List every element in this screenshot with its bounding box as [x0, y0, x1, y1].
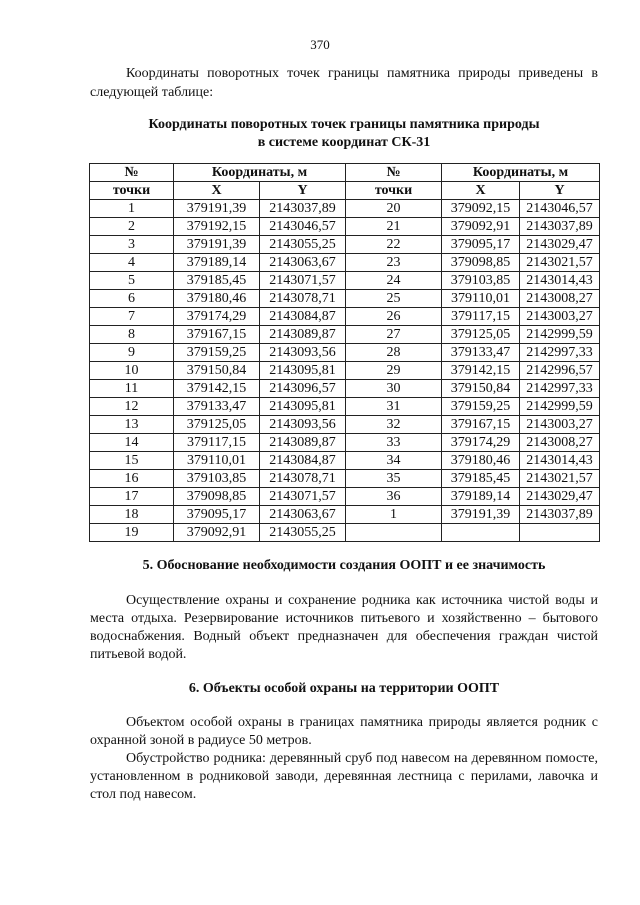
cell-x-right: 379095,17 [442, 236, 520, 254]
table-row [90, 452, 600, 470]
cell-y-left: 2143095,81 [260, 398, 346, 416]
cell-x-right: 379159,25 [442, 398, 520, 416]
cell-y-left: 2143078,71 [260, 470, 346, 488]
cell-point-right: 21 [346, 218, 442, 236]
cell-y-left: 2143089,87 [260, 434, 346, 452]
page-number: 370 [310, 37, 330, 52]
header-coords-left: Координаты, м [174, 164, 346, 182]
cell-point-right: 20 [346, 200, 442, 218]
cell-point-left: 7 [90, 308, 174, 326]
section5-paragraph: Осуществление охраны и сохранение родника как источника чистой воды и места отдыха. Резервирование источников питьевого и хозяйственно – бытового водоснабжения. Водный объект предназначен для обеспечения граждан чистой питьевой водой. [90, 593, 598, 662]
cell-point-left: 17 [90, 488, 174, 506]
cell-x-right: 379150,84 [442, 380, 520, 398]
table-header-row-2 [90, 182, 600, 200]
cell-x-left: 379192,15 [174, 218, 260, 236]
cell-point-right: 33 [346, 434, 442, 452]
table-row [90, 470, 600, 488]
cell-y-left: 2143055,25 [260, 236, 346, 254]
header-coords-right: Координаты, м [442, 164, 600, 182]
cell-point-right: 23 [346, 254, 442, 272]
cell-point-right: 24 [346, 272, 442, 290]
cell-point-right [346, 524, 442, 542]
cell-x-left: 379095,17 [174, 506, 260, 524]
cell-y-left: 2143037,89 [260, 200, 346, 218]
table-row [90, 506, 600, 524]
cell-y-left: 2143071,57 [260, 272, 346, 290]
cell-point-left: 9 [90, 344, 174, 362]
cell-point-left: 12 [90, 398, 174, 416]
cell-point-left: 14 [90, 434, 174, 452]
cell-x-left: 379110,01 [174, 452, 260, 470]
cell-x-right: 379142,15 [442, 362, 520, 380]
cell-y-left: 2143055,25 [260, 524, 346, 542]
table-row [90, 416, 600, 434]
cell-point-right: 32 [346, 416, 442, 434]
cell-x-left: 379180,46 [174, 290, 260, 308]
cell-point-left: 13 [90, 416, 174, 434]
table-row [90, 236, 600, 254]
cell-point-left: 16 [90, 470, 174, 488]
cell-point-left: 18 [90, 506, 174, 524]
header-point-left: точки [90, 182, 174, 200]
header-no-left: № [90, 164, 174, 182]
intro-paragraph: Координаты поворотных точек границы памятника природы приведены в следующей таблице: [90, 66, 598, 100]
cell-point-left: 4 [90, 254, 174, 272]
cell-y-right: 2142996,57 [520, 362, 600, 380]
table-row [90, 308, 600, 326]
cell-y-right: 2142997,33 [520, 380, 600, 398]
cell-x-right: 379125,05 [442, 326, 520, 344]
header-x-right: X [442, 182, 520, 200]
cell-point-left: 10 [90, 362, 174, 380]
cell-x-left: 379103,85 [174, 470, 260, 488]
table-row [90, 344, 600, 362]
table-row [90, 200, 600, 218]
header-y-right: Y [520, 182, 600, 200]
cell-y-left: 2143093,56 [260, 344, 346, 362]
cell-y-right: 2142999,59 [520, 398, 600, 416]
table-row [90, 272, 600, 290]
cell-point-left: 8 [90, 326, 174, 344]
table-row [90, 290, 600, 308]
cell-y-right: 2143003,27 [520, 416, 600, 434]
cell-point-right: 30 [346, 380, 442, 398]
cell-x-right: 379167,15 [442, 416, 520, 434]
cell-x-left: 379117,15 [174, 434, 260, 452]
cell-x-left: 379167,15 [174, 326, 260, 344]
cell-x-left: 379133,47 [174, 398, 260, 416]
header-y-left: Y [260, 182, 346, 200]
table-title [90, 116, 598, 152]
table-row [90, 362, 600, 380]
cell-y-right: 2143014,43 [520, 272, 600, 290]
cell-y-left: 2143093,56 [260, 416, 346, 434]
cell-point-left: 5 [90, 272, 174, 290]
cell-y-right: 2142997,33 [520, 344, 600, 362]
cell-x-left: 379174,29 [174, 308, 260, 326]
cell-x-right: 379092,15 [442, 200, 520, 218]
cell-y-left: 2143063,67 [260, 506, 346, 524]
cell-point-left: 2 [90, 218, 174, 236]
cell-x-left: 379125,05 [174, 416, 260, 434]
cell-x-left: 379159,25 [174, 344, 260, 362]
cell-x-right: 379133,47 [442, 344, 520, 362]
cell-x-left: 379142,15 [174, 380, 260, 398]
cell-x-right: 379110,01 [442, 290, 520, 308]
cell-x-left: 379150,84 [174, 362, 260, 380]
cell-x-right: 379117,15 [442, 308, 520, 326]
table-row [90, 254, 600, 272]
cell-point-right: 1 [346, 506, 442, 524]
header-point-right: точки [346, 182, 442, 200]
table-row [90, 218, 600, 236]
cell-point-right: 31 [346, 398, 442, 416]
cell-point-right: 25 [346, 290, 442, 308]
coordinates-table [89, 163, 600, 542]
header-x-left: X [174, 182, 260, 200]
cell-y-right: 2143021,57 [520, 470, 600, 488]
header-no-right: № [346, 164, 442, 182]
cell-y-right: 2143046,57 [520, 200, 600, 218]
cell-y-left: 2143078,71 [260, 290, 346, 308]
cell-point-left: 1 [90, 200, 174, 218]
cell-y-left: 2143046,57 [260, 218, 346, 236]
table-header-row-1 [90, 164, 600, 182]
cell-x-left: 379185,45 [174, 272, 260, 290]
table-row [90, 524, 600, 542]
cell-x-right: 379103,85 [442, 272, 520, 290]
cell-x-left: 379092,91 [174, 524, 260, 542]
cell-y-right: 2143008,27 [520, 290, 600, 308]
cell-point-right: 29 [346, 362, 442, 380]
cell-point-left: 11 [90, 380, 174, 398]
cell-y-right: 2143037,89 [520, 218, 600, 236]
cell-x-left: 379098,85 [174, 488, 260, 506]
cell-x-left: 379189,14 [174, 254, 260, 272]
cell-y-left: 2143063,67 [260, 254, 346, 272]
table-row [90, 398, 600, 416]
section6-paragraph-1: Объектом особой охраны в границах памятника природы является родник с охранной зоной в радиусе 50 метров. [90, 715, 598, 748]
table-title-line2: в системе координат СК-31 [257, 135, 431, 150]
cell-x-right: 379189,14 [442, 488, 520, 506]
cell-y-left: 2143089,87 [260, 326, 346, 344]
cell-y-right: 2142999,59 [520, 326, 600, 344]
cell-x-right: 379185,45 [442, 470, 520, 488]
cell-y-right: 2143008,27 [520, 434, 600, 452]
cell-y-right: 2143029,47 [520, 236, 600, 254]
table-row [90, 434, 600, 452]
section6-paragraph-2: Обустройство родника: деревянный сруб под навесом на деревянном помосте, установленном в родниковой заводи, деревянная лестница с перилами, лавочка и стол под навесом. [90, 751, 598, 802]
cell-y-left: 2143084,87 [260, 452, 346, 470]
table-row [90, 488, 600, 506]
section5-title: 5. Обоснование необходимости создания ООПТ и ее значимость [142, 558, 546, 573]
cell-point-left: 6 [90, 290, 174, 308]
cell-y-left: 2143096,57 [260, 380, 346, 398]
cell-y-right [520, 524, 600, 542]
cell-point-right: 34 [346, 452, 442, 470]
cell-x-right: 379092,91 [442, 218, 520, 236]
cell-point-left: 15 [90, 452, 174, 470]
cell-point-right: 35 [346, 470, 442, 488]
cell-y-right: 2143003,27 [520, 308, 600, 326]
cell-y-left: 2143071,57 [260, 488, 346, 506]
cell-x-right: 379191,39 [442, 506, 520, 524]
cell-y-right: 2143021,57 [520, 254, 600, 272]
cell-point-right: 36 [346, 488, 442, 506]
cell-point-right: 27 [346, 326, 442, 344]
cell-x-left: 379191,39 [174, 200, 260, 218]
cell-x-right [442, 524, 520, 542]
cell-y-left: 2143095,81 [260, 362, 346, 380]
table-row [90, 380, 600, 398]
table-title-line1: Координаты поворотных точек границы памятника природы [148, 117, 540, 132]
cell-y-right: 2143014,43 [520, 452, 600, 470]
cell-y-right: 2143029,47 [520, 488, 600, 506]
cell-point-right: 22 [346, 236, 442, 254]
cell-point-left: 19 [90, 524, 174, 542]
cell-y-left: 2143084,87 [260, 308, 346, 326]
section6-title: 6. Объекты особой охраны на территории ООПТ [188, 681, 500, 696]
coordinates-table-body [90, 200, 600, 542]
cell-point-left: 3 [90, 236, 174, 254]
table-row [90, 326, 600, 344]
cell-x-right: 379098,85 [442, 254, 520, 272]
cell-x-right: 379180,46 [442, 452, 520, 470]
cell-y-right: 2143037,89 [520, 506, 600, 524]
cell-x-right: 379174,29 [442, 434, 520, 452]
cell-point-right: 28 [346, 344, 442, 362]
cell-point-right: 26 [346, 308, 442, 326]
cell-x-left: 379191,39 [174, 236, 260, 254]
